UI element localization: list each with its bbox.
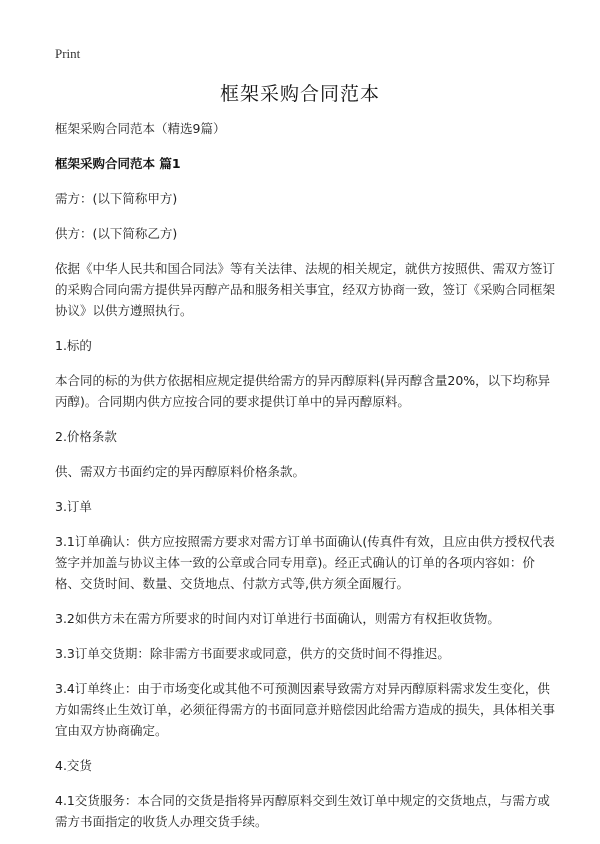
paragraph-delivery-service: 4.1交货服务：本合同的交货是指将异丙醇原料交到生效订单中规定的交货地点，与需方或需方书面指定的收货人办理交货手续。 <box>55 793 550 829</box>
paragraph-order-termination: 3.4订单终止：由于市场变化或其他不可预测因素导致需方对异丙醇原料需求发生变化，供方如需终止生效订单，必须征得需方的书面同意并赔偿因此给需方造成的损失，具体相关事宜由双方协商确定。 <box>55 681 556 738</box>
paragraph-buyer: 需方：(以下简称甲方) <box>55 191 178 206</box>
section-heading: 框架采购合同范本 篇1 <box>55 156 181 171</box>
paragraph-order-confirm: 3.1订单确认：供方应按照需方要求对需方订单书面确认(传真件有效，且应由供方授权代表签字并加盖与协议主体一致的公章或合同专用章)。经正式确认的订单的各项内容如：价格、交货时间、数量、交货地点、付款方式等,供方须全面履行。 <box>55 534 555 591</box>
clause-heading-price: 2.价格条款 <box>55 429 117 444</box>
clause-heading-delivery: 4.交货 <box>55 758 92 773</box>
document-body <box>55 118 555 844</box>
page-title: 框架采购合同范本 <box>219 83 380 105</box>
paragraph-order-delivery: 3.3订单交货期：除非需方书面要求或同意，供方的交货时间不得推迟。 <box>55 646 450 661</box>
paragraph-order-reject: 3.2如供方未在需方所要求的时间内对订单进行书面确认，则需方有权拒收货物。 <box>55 611 500 626</box>
print-link[interactable]: Print <box>55 46 81 61</box>
paragraph-subject: 本合同的标的为供方依据相应规定提供给需方的异丙醇原料(异丙醇含量20%，以下均称异丙醇)。合同期内供方应按合同的要求提供订单中的异丙醇原料。 <box>55 373 551 409</box>
clause-heading-subject: 1.标的 <box>55 338 92 353</box>
document-subtitle: 框架采购合同范本（精选9篇） <box>55 121 226 136</box>
paragraph-price: 供、需双方书面约定的异丙醇原料价格条款。 <box>55 464 306 479</box>
clause-heading-order: 3.订单 <box>55 499 92 514</box>
paragraph-intro: 依据《中华人民共和国合同法》等有关法律、法规的相关规定，就供方按照供、需双方签订的采购合同向需方提供异丙醇产品和服务相关事宜，经双方协商一致，签订《采购合同框架协议》以供方遵照执行。 <box>55 261 556 318</box>
paragraph-supplier: 供方：(以下简称乙方) <box>55 226 178 241</box>
